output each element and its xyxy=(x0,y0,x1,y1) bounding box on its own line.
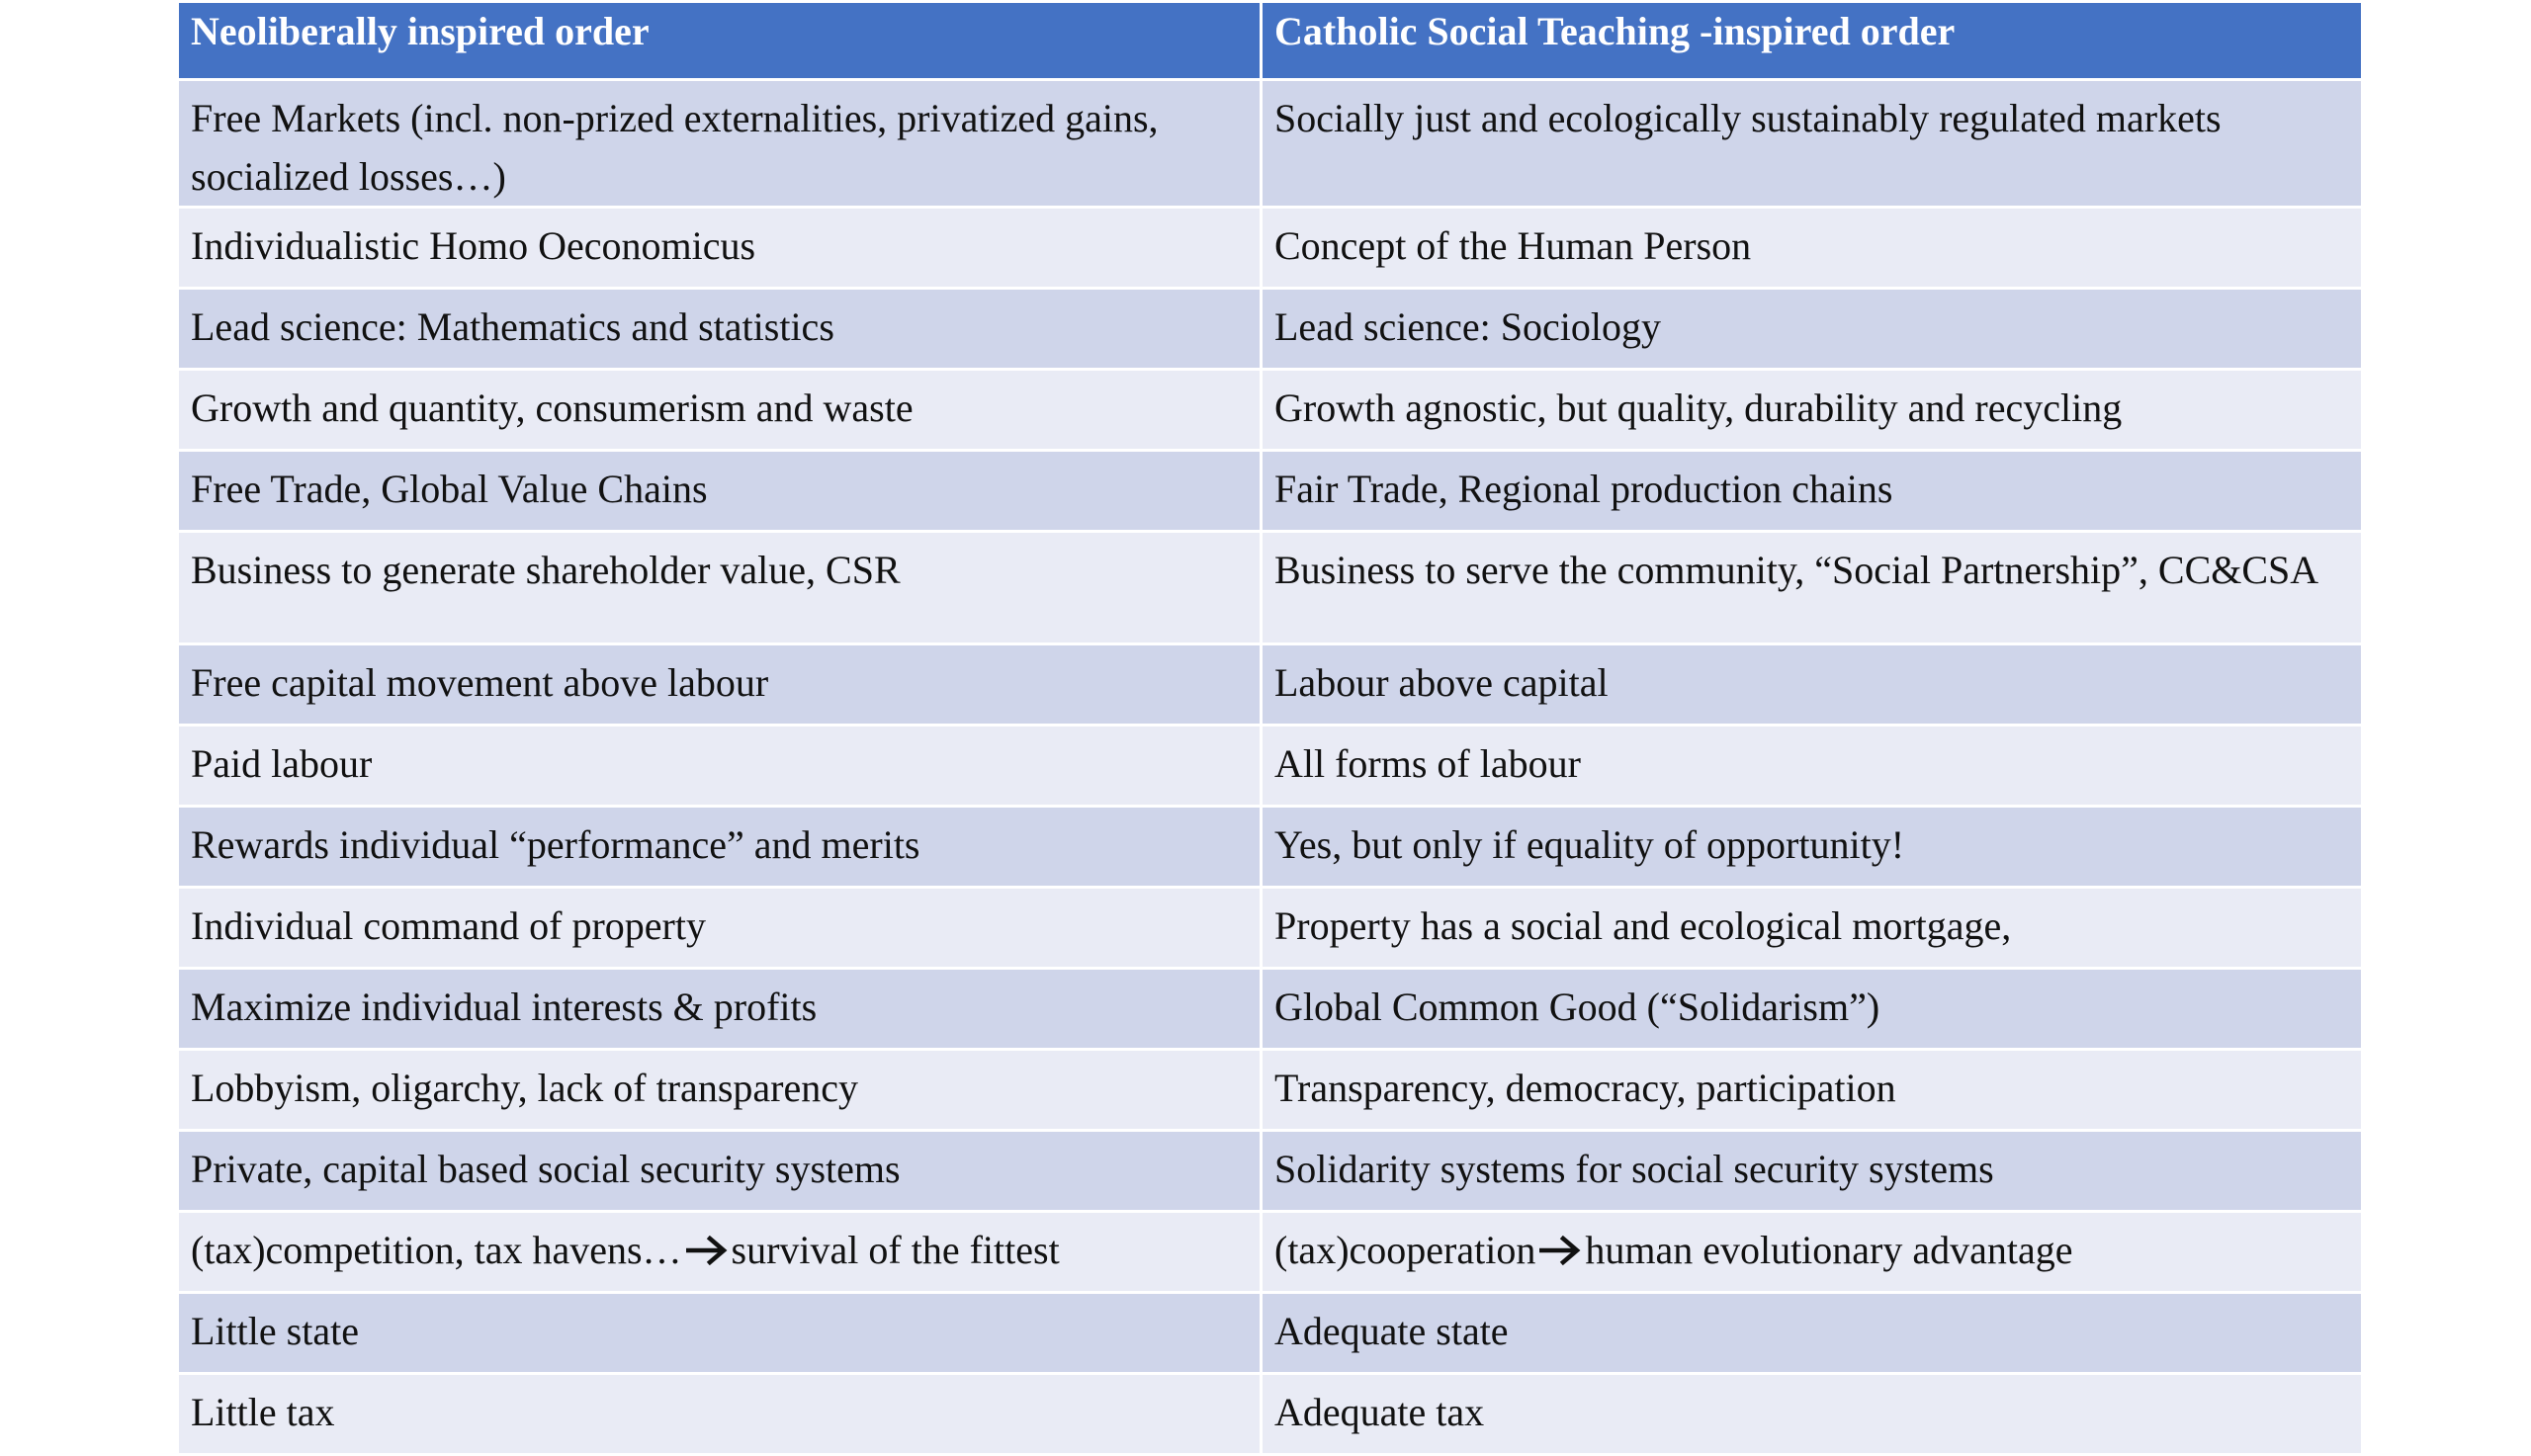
cell-text xyxy=(1274,1213,2351,1279)
cell-catholic xyxy=(1262,726,2363,807)
cell-text: Adequate state xyxy=(1274,1309,1509,1353)
table-row xyxy=(178,289,2363,370)
cell-text: Global Common Good (“Solidarism”) xyxy=(1274,985,1880,1029)
cell-text xyxy=(191,1213,1250,1279)
cell-catholic xyxy=(1262,644,2363,726)
cell-neoliberal xyxy=(178,644,1262,726)
cell-text: Paid labour xyxy=(191,741,373,786)
table-row xyxy=(178,969,2363,1050)
cell-text: Lobbyism, oligarchy, lack of transparency xyxy=(191,1066,858,1110)
cell-catholic xyxy=(1262,1131,2363,1212)
table-row xyxy=(178,1293,2363,1374)
cell-neoliberal xyxy=(178,888,1262,969)
cell-catholic xyxy=(1262,1050,2363,1131)
table-row xyxy=(178,888,2363,969)
right-arrow-icon xyxy=(1539,1236,1581,1265)
table-row xyxy=(178,451,2363,532)
table-header-row xyxy=(178,2,2363,80)
header-catholic-label: Catholic Social Teaching -inspired order xyxy=(1274,9,1956,53)
cell-neoliberal xyxy=(178,969,1262,1050)
cell-neoliberal xyxy=(178,289,1262,370)
cell-neoliberal xyxy=(178,1131,1262,1212)
cell-text: Transparency, democracy, participation xyxy=(1274,1066,1896,1110)
cell-text: Adequate tax xyxy=(1274,1390,1485,1434)
cell-neoliberal xyxy=(178,532,1262,644)
cell-text: Business to generate shareholder value, CSR xyxy=(191,548,901,592)
table-row xyxy=(178,1212,2363,1293)
cell-text: Lead science: Sociology xyxy=(1274,304,1661,349)
cell-text-before-arrow: (tax)cooperation xyxy=(1274,1228,1536,1272)
cell-text: Concept of the Human Person xyxy=(1274,223,1752,268)
header-catholic xyxy=(1262,2,2363,80)
table-row xyxy=(178,208,2363,289)
cell-catholic xyxy=(1262,1293,2363,1374)
cell-text: Property has a social and ecological mortgage, xyxy=(1274,903,2012,948)
cell-neoliberal xyxy=(178,80,1262,208)
cell-neoliberal xyxy=(178,451,1262,532)
cell-text: Lead science: Mathematics and statistics xyxy=(191,304,834,349)
cell-catholic xyxy=(1262,532,2363,644)
cell-text: Business to serve the community, “Social Partnership”, CC&CSA xyxy=(1274,548,2319,592)
cell-neoliberal xyxy=(178,370,1262,451)
table-row xyxy=(178,370,2363,451)
cell-catholic xyxy=(1262,289,2363,370)
table-row xyxy=(178,532,2363,644)
comparison-table xyxy=(176,0,2364,1456)
cell-text: Maximize individual interests & profits xyxy=(191,985,818,1029)
cell-neoliberal xyxy=(178,807,1262,888)
cell-text: All forms of labour xyxy=(1274,741,1581,786)
cell-text: Growth and quantity, consumerism and waste xyxy=(191,385,914,430)
cell-neoliberal xyxy=(178,208,1262,289)
cell-text: Growth agnostic, but quality, durability and recycling xyxy=(1274,385,2123,430)
cell-text: Fair Trade, Regional production chains xyxy=(1274,467,1893,511)
cell-catholic xyxy=(1262,1374,2363,1455)
cell-catholic xyxy=(1262,370,2363,451)
cell-text: Yes, but only if equality of opportunity! xyxy=(1274,822,1905,867)
cell-text: Free capital movement above labour xyxy=(191,660,769,705)
table-row xyxy=(178,807,2363,888)
cell-text-after-arrow: human evolutionary advantage xyxy=(1585,1228,2073,1272)
cell-text: Free Trade, Global Value Chains xyxy=(191,467,708,511)
cell-neoliberal xyxy=(178,1050,1262,1131)
cell-text: Little state xyxy=(191,1309,359,1353)
table-row xyxy=(178,726,2363,807)
cell-catholic xyxy=(1262,80,2363,208)
cell-catholic xyxy=(1262,1212,2363,1293)
cell-text-after-arrow: survival of the fittest xyxy=(731,1228,1060,1272)
cell-text: Labour above capital xyxy=(1274,660,1609,705)
cell-text: Socially just and ecologically sustainably regulated markets xyxy=(1274,96,2222,140)
cell-catholic xyxy=(1262,451,2363,532)
cell-catholic xyxy=(1262,807,2363,888)
header-neoliberal xyxy=(178,2,1262,80)
cell-text: Solidarity systems for social security systems xyxy=(1274,1147,1994,1191)
table-row xyxy=(178,80,2363,208)
cell-neoliberal xyxy=(178,726,1262,807)
cell-text: Private, capital based social security systems xyxy=(191,1147,901,1191)
cell-catholic xyxy=(1262,888,2363,969)
table-row xyxy=(178,644,2363,726)
cell-text: Individual command of property xyxy=(191,903,706,948)
cell-neoliberal xyxy=(178,1293,1262,1374)
cell-text: Rewards individual “performance” and merits xyxy=(191,822,920,867)
table-row xyxy=(178,1050,2363,1131)
cell-text: Free Markets (incl. non-prized externalities, privatized gains, socialized losses…) xyxy=(191,96,1159,199)
cell-catholic xyxy=(1262,208,2363,289)
cell-text-before-arrow: (tax)competition, tax havens… xyxy=(191,1228,682,1272)
cell-text: Little tax xyxy=(191,1390,335,1434)
right-arrow-icon xyxy=(686,1236,728,1265)
cell-neoliberal xyxy=(178,1212,1262,1293)
cell-text: Individualistic Homo Oeconomicus xyxy=(191,223,756,268)
table-row xyxy=(178,1374,2363,1455)
header-neoliberal-label: Neoliberally inspired order xyxy=(191,9,650,53)
table-row xyxy=(178,1131,2363,1212)
cell-neoliberal xyxy=(178,1374,1262,1455)
cell-catholic xyxy=(1262,969,2363,1050)
